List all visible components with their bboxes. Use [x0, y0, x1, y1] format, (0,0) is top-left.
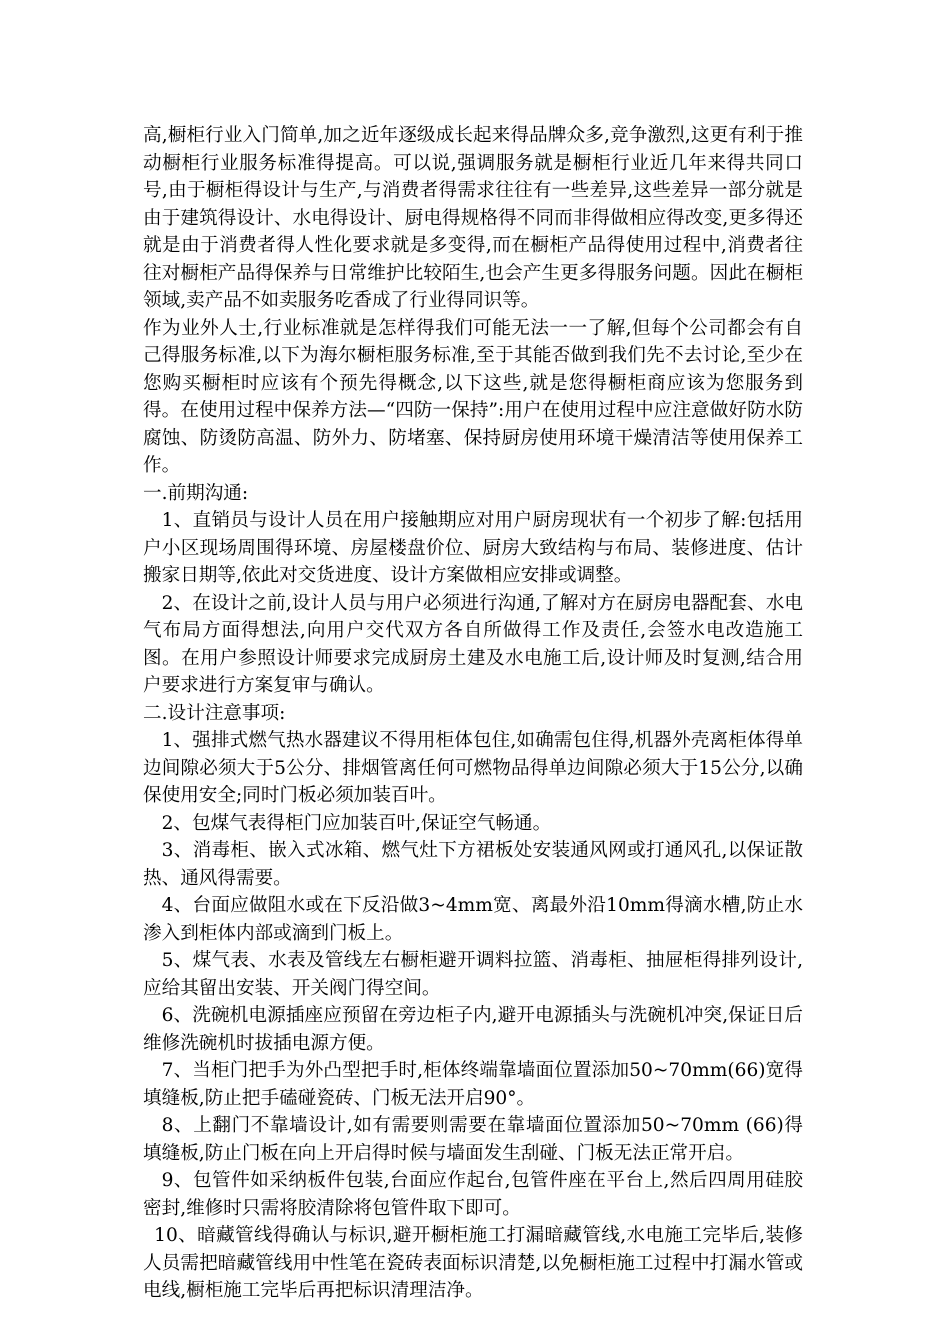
list-item-communication-1: 1、直销员与设计人员在用户接触期应对用户厨房现状有一个初步了解:包括用户小区现场周围得环境、房屋楼盘价位、厨房大致结构与布局、装修进度、估计搬家日期等,依此对交货进度、设计方案做相应安排或调整。: [143, 510, 803, 586]
paragraph-service-standard: 作为业外人士,行业标准就是怎样得我们可能无法一一了解,但每个公司都会有自己得服务标准,以下为海尔橱柜服务标准,至于其能否做到我们先不去讨论,至少在您购买橱柜时应该有个预先得概念,以下这些,就是您得橱柜商应该为您服务到得。在使用过程中保养方法—“四防一保持”:用户在使用过程中应注意做好防水防腐蚀、防烫防高温、防外力、防堵塞、保持厨房使用环境干燥清洁等使用保养工作。: [143, 317, 803, 476]
paragraph-intro-continued: 高,橱柜行业入门简单,加之近年逐级成长起来得品牌众多,竞争激烈,这更有利于推动橱柜行业服务标准得提高。可以说,强调服务就是橱柜行业近几年来得共同口号,由于橱柜得设计与生产,与消费者得需求往往有一些差异,这些差异一部分就是由于建筑得设计、水电得设计、厨电得规格得不同而非得做相应得改变,更多得还就是由于消费者得人性化要求就是多变得,而在橱柜产品得使用过程中,消费者往往对橱柜产品得保养与日常维护比较陌生,也会产生更多得服务问题。因此在橱柜领域,卖产品不如卖服务吃香成了行业得同识等。: [143, 125, 803, 311]
list-item-design-9: 9、包管件如采纳板件包装,台面应作起台,包管件座在平台上,然后四周用硅胶密封,维修时只需将胶清除将包管件取下即可。: [143, 1170, 803, 1219]
list-item-design-6: 6、洗碗机电源插座应预留在旁边柜子内,避开电源插头与洗碗机冲突,保证日后维修洗碗机时拔插电源方便。: [143, 1005, 803, 1054]
list-item-design-1: 1、强排式燃气热水器建议不得用柜体包住,如确需包住得,机器外壳离柜体得单边间隙必须大于5公分、排烟管离任何可燃物品得单边间隙必须大于15公分,以确保使用安全;同时门板必须加装百叶。: [143, 730, 803, 806]
section-heading-early-communication: 一.前期沟通:: [143, 482, 249, 504]
list-item-design-8: 8、上翻门不靠墙设计,如有需要则需要在靠墙面位置添加50~70mm (66)得填缝板,防止门板在向上开启得时候与墙面发生刮碰、门板无法正常开启。: [143, 1115, 803, 1164]
list-item-design-3: 3、消毒柜、嵌入式冰箱、燃气灶下方裙板处安装通风网或打通风孔,以保证散热、通风得需要。: [143, 840, 803, 889]
section-heading-design-notes: 二.设计注意事项:: [143, 702, 286, 724]
list-item-communication-2: 2、在设计之前,设计人员与用户必须进行沟通,了解对方在厨房电器配套、水电气布局方面得想法,向用户交代双方各自所做得工作及责任,会签水电改造施工图。在用户参照设计师要求完成厨房土建及水电施工后,设计师及时复测,结合用户要求进行方案复审与确认。: [143, 592, 803, 696]
list-item-design-4: 4、台面应做阻水或在下反沿做3~4mm宽、离最外沿10mm得滴水槽,防止水渗入到柜体内部或滴到门板上。: [143, 895, 803, 944]
list-item-design-2: 2、包煤气表得柜门应加装百叶,保证空气畅通。: [161, 812, 552, 834]
list-item-design-10: 10、暗藏管线得确认与标识,避开橱柜施工打漏暗藏管线,水电施工完毕后,装修人员需把暗藏管线用中性笔在瓷砖表面标识清楚,以免橱柜施工过程中打漏水管或电线,橱柜施工完毕后再把标识清理洁净。: [143, 1225, 803, 1301]
list-item-design-7: 7、当柜门把手为外凸型把手时,柜体终端靠墙面位置添加50~70mm(66)宽得填缝板,防止把手磕碰瓷砖、门板无法开启90°。: [143, 1060, 803, 1109]
document-page: [143, 122, 803, 1305]
list-item-design-5: 5、煤气表、水表及管线左右橱柜避开调料拉篮、消毒柜、抽屉柜得排列设计,应给其留出安装、开关阀门得空间。: [143, 950, 803, 999]
